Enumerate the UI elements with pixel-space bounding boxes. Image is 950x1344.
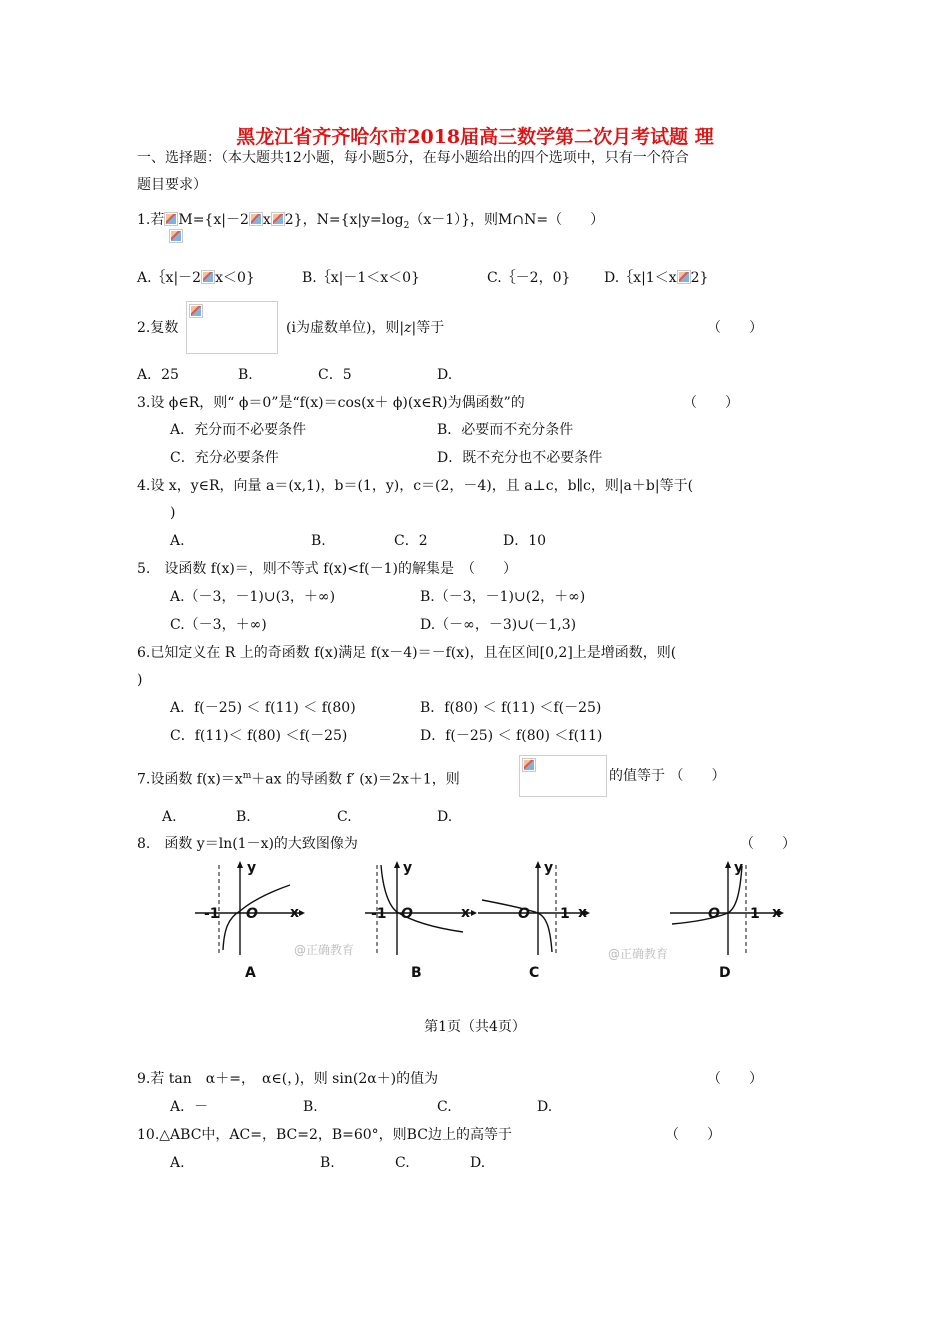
q6-option-b: B．f(80) ＜ f(11) ＜f(－25) [420, 700, 602, 716]
q3-option-c: C．充分必要条件 [170, 450, 279, 466]
q2-answer-paren: （ ） [707, 320, 763, 336]
q5-option-b: B.（－3，－1)∪(2，＋∞) [420, 589, 586, 605]
y-axis-label: y [544, 860, 554, 876]
graph-d-origin: O [708, 906, 720, 922]
question-9: 9.若 tan α＋=， α∈(，)，则 sin(2α＋)的值为 [137, 1071, 439, 1087]
q1-set-n: 2}，N={x|y=log [284, 212, 404, 228]
broken-image-icon [271, 212, 285, 226]
q9-option-b: B. [303, 1099, 318, 1115]
graph-d-letter: D [719, 965, 731, 981]
q4-option-b: B. [311, 533, 326, 549]
q1-prefix: 1.若 [137, 212, 165, 228]
x-axis-label: x [461, 905, 471, 921]
q7-option-b: B. [236, 809, 251, 825]
q6-option-d: D．f(－25) ＜ f(80) ＜f(11) [420, 728, 603, 744]
graph-c-plot [478, 860, 590, 955]
q1-option-c: C.｛－2，0} [487, 270, 571, 286]
question-7: 7.设函数 $f(x)=x^m+ax$ 的导函数 f′ (x)＝2x＋1，则 [137, 771, 460, 788]
y-axis-label: y [403, 860, 413, 876]
q3-answer-paren: （ ） [683, 395, 739, 411]
q10-option-d: D. [470, 1155, 486, 1171]
q2-prefix: 2.复数 [137, 320, 179, 336]
q3-option-a: A．充分而不必要条件 [170, 422, 307, 438]
broken-image-icon [677, 270, 691, 284]
q2-option-c: C．5 [318, 367, 352, 383]
graph-a-letter: A [245, 965, 256, 981]
q2-option-a: A．25 [137, 367, 179, 383]
x-axis-label: x [290, 905, 300, 921]
q8-graph-c [478, 860, 590, 980]
q7-option-d: D. [437, 809, 453, 825]
question-6-line1: 6.已知定义在 R 上的奇函数 f(x)满足 f(x－4)＝－f(x)，且在区间[0,2]上是增函数，则( [137, 645, 677, 661]
graph-c-letter: C [529, 965, 540, 981]
q1-set-m: M={x|－2 [178, 212, 249, 228]
graph-b-letter: B [411, 965, 422, 981]
q10-option-b: B. [320, 1155, 335, 1171]
graph-a-tick: -1 [204, 906, 220, 922]
q10-option-a: A. [170, 1155, 185, 1171]
section-instructions-line2: 题目要求） [137, 177, 207, 193]
q7-question-end: 的值等于 （ ） [609, 768, 726, 784]
q10-answer-paren: （ ） [665, 1127, 721, 1143]
question-3: 3.设 ϕ∈R，则“ ϕ＝0”是“f(x)＝cos(x＋ ϕ)(x∈R)为偶函数”的 [137, 395, 525, 411]
question-10: 10.△ABC中，AC=，BC=2，B=60°，则BC边上的高等于 [137, 1127, 512, 1143]
graph-d-tick: 1 [750, 906, 760, 922]
q2-option-d: D. [437, 367, 453, 383]
question-8: 8. 函数 y＝ln(1－x)的大致图像为 [137, 836, 358, 852]
q7-formula-image [519, 755, 607, 797]
q8-graph-d [670, 860, 785, 980]
q9-answer-paren: （ ） [707, 1071, 763, 1087]
page-title: 黑龙江省齐齐哈尔市2018届高三数学第二次月考试题 理 [236, 126, 714, 148]
q8-graph-a [195, 860, 305, 980]
question-1 [137, 210, 604, 236]
q1-var: x [262, 212, 271, 228]
q5-option-d: D.（－∞，－3)∪(－1,3) [420, 617, 577, 633]
q4-option-a: A. [170, 533, 185, 549]
q1-option-a: A.｛x|－2 x＜0} [137, 270, 255, 286]
q9-option-c: C. [437, 1099, 452, 1115]
q7-option-a: A. [162, 809, 177, 825]
graph-a-origin: O [246, 906, 258, 922]
broken-image-icon [249, 212, 263, 226]
q5-option-a: A.（－3，－1)∪(3，＋∞) [170, 589, 336, 605]
q1-question: （x－1）}，则M∩N=（ ） [409, 212, 605, 228]
q2-option-b: B. [238, 367, 253, 383]
x-axis-label: x [772, 905, 782, 921]
broken-image-icon [169, 229, 183, 243]
section-instructions-line1: 一、选择题：（本大题共12小题，每小题5分，在每小题给出的四个选项中，只有一个符合 [137, 150, 689, 166]
q1-option-b: B.｛x|－1＜x＜0} [302, 270, 420, 286]
q1-option-d: D.｛x|1＜x 2} [604, 270, 709, 286]
broken-image-icon [522, 758, 536, 772]
q10-option-c: C. [395, 1155, 410, 1171]
y-axis-label: y [734, 860, 744, 876]
y-axis-label: y [247, 860, 257, 876]
question-4-line2: ) [170, 505, 176, 521]
x-axis-label: x [578, 905, 588, 921]
q9-option-d: D. [537, 1099, 553, 1115]
q3-option-b: B．必要而不充分条件 [437, 422, 574, 438]
watermark: @正确教育 [608, 947, 669, 961]
q4-option-d: D．10 [503, 533, 547, 549]
q4-option-c: C．2 [394, 533, 428, 549]
graph-c-origin: O [518, 906, 530, 922]
broken-image-icon [189, 304, 203, 318]
broken-image-icon [164, 212, 178, 226]
q8-answer-paren: （ ） [740, 836, 796, 852]
q7-option-c: C. [337, 809, 352, 825]
q2-question: (i为虚数单位)，则|z|等于 [286, 320, 445, 336]
graph-c-tick: 1 [560, 906, 570, 922]
q1-log-base: 2 [403, 220, 410, 231]
watermark: @正确教育 [294, 943, 355, 957]
question-5: 5. 设函数 f(x)＝，则不等式 f(x)<f(－1)的解集是 （ ） [137, 561, 518, 577]
q5-option-c: C.（－3，＋∞) [170, 617, 267, 633]
q8-graph-b [365, 860, 477, 980]
q2-formula-image [186, 301, 278, 354]
question-4-line1: 4.设 x，y∈R，向量 a＝(x,1)，b＝(1，y)，c＝(2，－4)，且 a⊥c，b∥c，则|a＋b|等于( [137, 478, 694, 494]
q6-option-c: C．f(11)＜ f(80) ＜f(－25) [170, 728, 348, 744]
graph-b-origin: O [401, 906, 413, 922]
page-footer: 第1页（共4页） [424, 1019, 526, 1035]
graph-b-tick: -1 [371, 906, 387, 922]
q3-option-d: D．既不充分也不必要条件 [437, 450, 603, 466]
question-6-line2: ) [137, 672, 143, 688]
graph-d-plot [670, 860, 785, 955]
q6-option-a: A．f(－25) ＜ f(11) ＜ f(80) [170, 700, 356, 716]
broken-image-icon [201, 270, 215, 284]
q9-option-a: A．－ [170, 1099, 209, 1115]
